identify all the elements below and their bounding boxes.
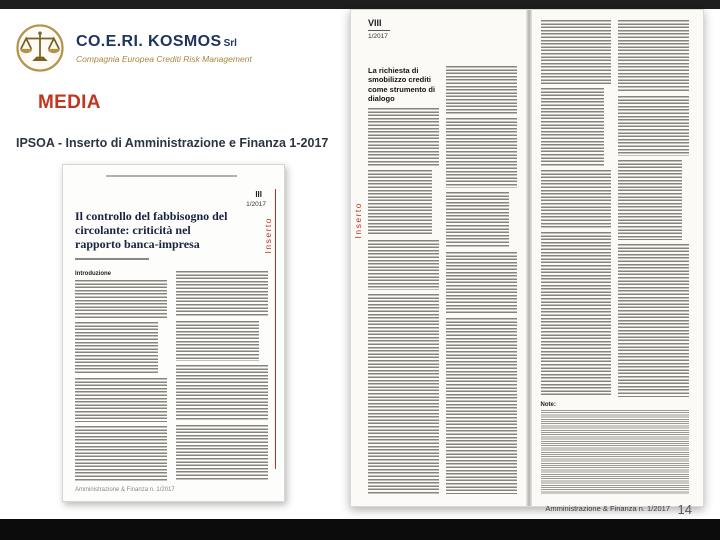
text-block <box>618 96 689 156</box>
inserto-red-rule <box>275 189 277 469</box>
text-block <box>368 240 439 290</box>
text-block <box>446 66 517 114</box>
article-section-heading: Introduzione <box>75 271 111 278</box>
text-block <box>541 232 612 397</box>
column <box>368 66 439 494</box>
spread-heading: La richiesta di smobilizzo crediti come strumento di dialogo <box>368 66 436 104</box>
article-columns <box>75 271 268 481</box>
text-block <box>541 20 612 84</box>
slide-page-number: 14 <box>677 502 692 517</box>
article-column-right <box>176 271 268 481</box>
article-page-number: III <box>255 190 262 199</box>
spread-issue: 1/2017 <box>368 33 388 40</box>
text-block <box>75 378 167 422</box>
article-byline <box>75 258 149 260</box>
inserto-side-label: Inserto <box>263 217 273 254</box>
text-block <box>541 88 605 166</box>
company-name: CO.E.RI. KOSMOS <box>76 32 222 50</box>
text-block <box>176 271 268 317</box>
text-block <box>368 170 432 236</box>
text-block <box>368 108 439 166</box>
slide-subtitle: IPSOA - Inserto di Amministrazione e Finanza 1-2017 <box>16 136 329 150</box>
text-block <box>541 170 612 228</box>
text-block <box>75 322 158 374</box>
text-block <box>368 294 439 495</box>
column <box>541 20 612 397</box>
text-block <box>176 321 259 361</box>
notes-label: Note: <box>540 402 556 408</box>
spread-caption: Amministrazione & Finanza n. 1/2017 <box>545 504 670 513</box>
text-block <box>75 280 167 318</box>
company-logo <box>14 22 252 74</box>
logo-text <box>76 33 252 64</box>
spread-right-columns <box>541 20 690 397</box>
text-block <box>446 118 517 188</box>
company-tagline: Compagnia Europea Crediti Risk Management <box>76 53 252 64</box>
text-block <box>75 426 167 481</box>
column <box>446 66 517 494</box>
inserto-side-label: Inserto <box>353 202 363 239</box>
text-block <box>446 318 517 494</box>
top-strip <box>0 0 720 9</box>
text-block <box>176 365 268 421</box>
footnotes-text-block <box>541 410 690 494</box>
scales-icon <box>14 22 66 74</box>
article-issue: 1/2017 <box>246 201 266 208</box>
page-header-rule <box>106 175 237 177</box>
journal-spread-scan <box>350 9 704 507</box>
spread-page-number: VIII <box>368 18 382 28</box>
text-block <box>446 192 510 248</box>
footnotes-section <box>541 402 690 494</box>
article-page-scan <box>62 164 285 502</box>
column <box>618 20 689 397</box>
spread-left-columns <box>368 66 517 494</box>
text-block <box>176 425 268 481</box>
text-block <box>618 244 689 397</box>
text-block <box>446 252 517 314</box>
bottom-bar <box>0 519 720 540</box>
article-title: Il controllo del fabbisogno del circolante: criticità nel rapporto banca-impresa <box>75 209 228 252</box>
text-block <box>618 160 682 240</box>
article-footer: Amministrazione & Finanza n. 1/2017 <box>75 487 175 493</box>
section-title: MEDIA <box>38 92 101 113</box>
spread-left-page <box>351 10 526 506</box>
spread-right-page <box>532 10 704 506</box>
text-block <box>618 20 689 92</box>
article-column-left <box>75 271 167 481</box>
page-number-rule <box>368 30 390 31</box>
company-suffix: Srl <box>223 37 237 49</box>
